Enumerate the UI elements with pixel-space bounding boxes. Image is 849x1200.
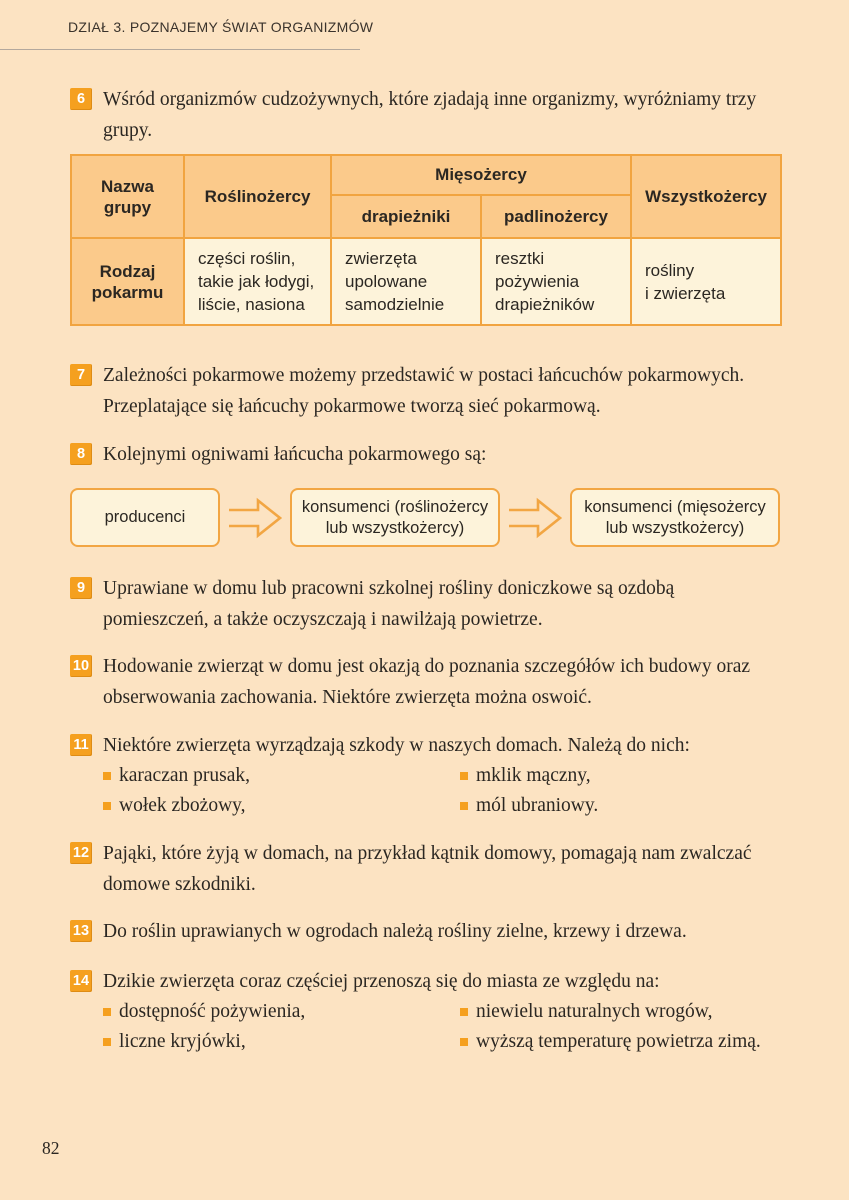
bullet-text: liczne kryjówki, — [119, 1031, 246, 1052]
square-bullet-icon — [103, 802, 111, 810]
item-text: Uprawiane w domu lub pracowni szkolnej rośliny doniczkowe są ozdobą pomieszczeń, a także oczyszczają i nawilżają powietrze. — [103, 578, 675, 630]
bullet-text: wołek zbożowy, — [119, 795, 246, 816]
food-chain-diagram — [70, 488, 780, 547]
bullet-item — [103, 1027, 460, 1057]
list-item-7 — [70, 360, 780, 422]
item-number-badge: 8 — [70, 443, 92, 465]
bullet-item — [103, 791, 460, 821]
cell-line: liście, nasiona — [198, 295, 305, 314]
bullet-item — [460, 1027, 763, 1057]
bullet-item — [460, 791, 763, 821]
cell-line: zwierzęta — [345, 249, 417, 268]
table-row-label — [71, 238, 184, 325]
cell-line: pożywienia — [495, 272, 580, 291]
table-cell-drapiezniki — [331, 238, 481, 325]
square-bullet-icon — [460, 802, 468, 810]
square-bullet-icon — [460, 1038, 468, 1046]
flow-arrow-icon — [220, 488, 290, 547]
item-number-badge: 12 — [70, 842, 92, 864]
diagram-box-producenci: producenci — [70, 488, 220, 547]
chapter-header: DZIAŁ 3. POZNAJEMY ŚWIAT ORGANIZMÓW — [68, 19, 374, 35]
item-text: Wśród organizmów cudzożywnych, które zjadają inne organizmy, wyróżniamy trzy grupy. — [103, 89, 757, 141]
table-header-roslinozercy: Roślinożercy — [184, 155, 331, 238]
table-cell-padlinozercy — [481, 238, 631, 325]
bullet-list — [103, 997, 763, 1057]
square-bullet-icon — [460, 1008, 468, 1016]
flow-arrow-icon — [500, 488, 570, 547]
bullet-text: niewielu naturalnych wrogów, — [476, 1001, 713, 1022]
cell-line: rośliny — [645, 260, 695, 280]
item-number-badge: 7 — [70, 364, 92, 386]
square-bullet-icon — [103, 772, 111, 780]
item-text: Kolejnymi ogniwami łańcucha pokarmowego są: — [103, 444, 487, 465]
item-number-badge: 6 — [70, 88, 92, 110]
cell-line: resztki — [495, 249, 545, 268]
item-text: Do roślin uprawianych w ogrodach należą rośliny zielne, krzewy i drzewa. — [103, 921, 687, 942]
table-header-text: Nazwa grupy — [101, 176, 154, 217]
table-cell-roslinozercy — [184, 238, 331, 325]
cell-line: takie jak łodygi, — [198, 272, 315, 291]
cell-line: części roślin, — [198, 249, 296, 268]
square-bullet-icon — [460, 772, 468, 780]
list-item-11 — [70, 730, 780, 821]
table-subheader-padlinozercy: padlinożercy — [481, 195, 631, 238]
table-subheader-drapiezniki: drapieżniki — [331, 195, 481, 238]
item-text: Pająki, które żyją w domach, na przykład kątnik domowy, pomagają nam zwalczać domowe szkodniki. — [103, 843, 752, 895]
item-text: Niektóre zwierzęta wyrządzają szkody w naszych domach. Należą do nich: — [103, 735, 690, 756]
item-number-badge: 14 — [70, 970, 92, 992]
table-header-wszystkozercy: Wszystkożercy — [631, 155, 781, 238]
bullet-item — [460, 761, 763, 791]
food-groups-table — [70, 154, 782, 326]
table-header-miesozercy: Mięsożercy — [331, 155, 631, 195]
cell-line: i zwierzęta — [645, 283, 726, 303]
bullet-item — [103, 997, 460, 1027]
item-number-badge: 10 — [70, 655, 92, 677]
list-item-10 — [70, 651, 780, 713]
list-item-6 — [70, 84, 780, 146]
cell-line: upolowane — [345, 272, 428, 291]
bullet-text: mklik mączny, — [476, 765, 591, 786]
item-number-badge: 11 — [70, 734, 92, 756]
bullet-list — [103, 761, 763, 821]
item-text: Dzikie zwierzęta coraz częściej przenoszą się do miasta ze względu na: — [103, 971, 660, 992]
item-number-badge: 9 — [70, 577, 92, 599]
cell-line: drapieżników — [495, 295, 595, 314]
table-header-nazwa-grupy — [71, 155, 184, 238]
header-rule — [0, 49, 360, 50]
list-item-12 — [70, 838, 780, 900]
list-item-14 — [70, 966, 780, 1057]
bullet-text: mól ubraniowy. — [476, 795, 599, 816]
cell-line: samodzielnie — [345, 295, 445, 314]
bullet-text: wyższą temperaturę powietrza zimą. — [476, 1031, 761, 1052]
page-number: 82 — [42, 1138, 60, 1158]
item-number-badge: 13 — [70, 920, 92, 942]
square-bullet-icon — [103, 1038, 111, 1046]
list-item-13 — [70, 916, 780, 947]
bullet-item — [460, 997, 763, 1027]
list-item-9 — [70, 573, 780, 635]
diagram-box-konsumenci-2: konsumenci (mięsożercy lub wszystkożercy) — [570, 488, 780, 547]
item-text: Zależności pokarmowe możemy przedstawić w postaci łańcuchów pokarmowych. Przeplatające się łańcuchy pokarmowe tworzą sieć pokarmową. — [103, 365, 745, 417]
page-content — [70, 84, 780, 1057]
bullet-item — [103, 761, 460, 791]
bullet-text: karaczan prusak, — [119, 765, 251, 786]
list-item-8 — [70, 439, 780, 470]
table-cell-wszystkozercy — [631, 238, 781, 325]
table-row-label-text: Rodzaj pokarmu — [91, 261, 164, 302]
square-bullet-icon — [103, 1008, 111, 1016]
bullet-text: dostępność pożywienia, — [119, 1001, 306, 1022]
diagram-box-konsumenci-1: konsumenci (roślinożercy lub wszystkożercy) — [290, 488, 500, 547]
item-text: Hodowanie zwierząt w domu jest okazją do poznania szczegółów ich budowy oraz obserwowania zachowania. Niektóre zwierzęta można oswoić. — [103, 656, 751, 708]
